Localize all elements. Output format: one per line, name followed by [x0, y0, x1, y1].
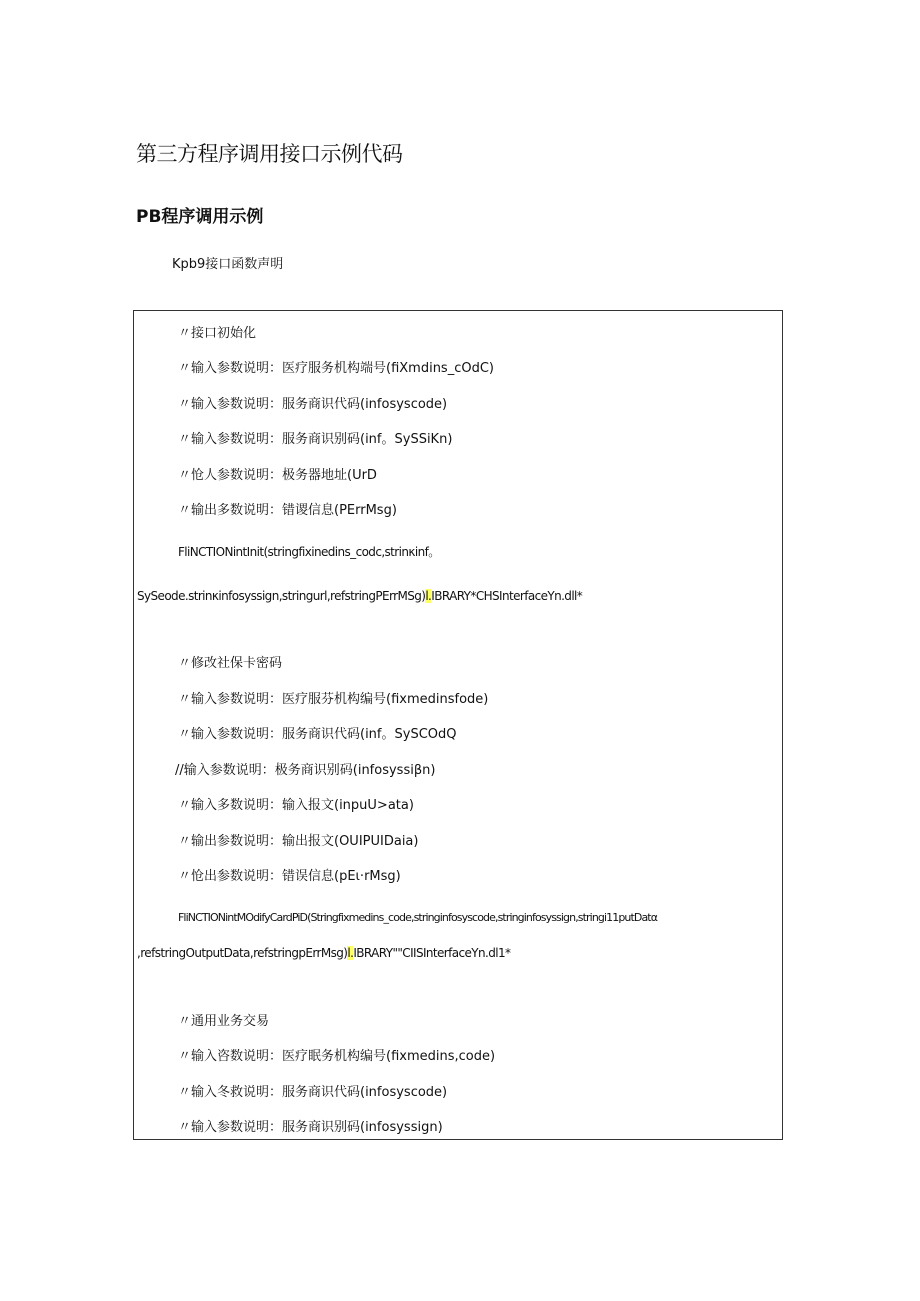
section-heading: PB程序调用示例 — [136, 207, 264, 227]
comment-line: 〃输入参数说明：服务商识别码(infosyssign) — [178, 1120, 443, 1135]
comment-line: 〃输入参数说明：服务商识别码(inf。SySSiKn) — [178, 432, 453, 447]
comment-line: 〃输入参数说明：服务商识代码(infosyscode) — [178, 397, 448, 412]
comment-line: 〃输入参数说明：医疗服芬机构编号(fixmedinsfode) — [178, 692, 489, 707]
subsection-heading: Kpb9接口函数声明 — [172, 257, 284, 272]
comment-line: 〃输入咨数说明：医疗眠务机构编号(fixmedins,code) — [178, 1049, 496, 1064]
code-text: ,refstringOutputData,refstringpErrMsg) — [137, 946, 348, 960]
code-line — [137, 944, 510, 962]
code-line: FliNCTIONintInit(stringfixinedins_codc,strinκinf。 — [178, 545, 440, 559]
comment-line: 〃怆人参数说明：极务器地址(UrD — [178, 468, 377, 483]
comment-line: //输入参数说明：极务商识别码(infosyssiβn) — [175, 763, 436, 778]
highlight-mark: l. — [347, 946, 354, 960]
code-text: SySeode.strinκinfosyssign,stringurl,refstringPErrMSg) — [137, 589, 426, 603]
comment-line: 〃输入冬救说明：服务商识代码(infosyscode) — [178, 1085, 448, 1100]
comment-line: 〃怆出参数说明：错误信息(pEι·rMsg) — [178, 869, 401, 884]
document-title: 第三方程序调用接口示例代码 — [136, 142, 403, 166]
comment-line: 〃输出多数说明：错谡信息(PErrMsg) — [178, 503, 397, 518]
code-line: FliNCTIONintMOdifyCardPiD(Stringfixmedins_code,stringinfosyscode,stringinfosyssign,stringi11putDatα — [178, 911, 658, 924]
comment-line: 〃输入参数说明：服务商识代码(inf。SySCOdQ — [178, 727, 457, 742]
code-text: IBRARY*CHSInterfaceYn.dll* — [431, 589, 583, 603]
code-box — [133, 310, 783, 1140]
code-text: IBRARY""CIISInterfaceYn.dl1* — [353, 946, 511, 960]
comment-line: 〃输入参数说明：医疗服务机构端号(fiXmdins_cOdC) — [178, 361, 494, 376]
comment-line: 〃接口初始化 — [178, 326, 257, 341]
comment-line: 〃输入多数说明：输入报文(inpuU>ata) — [178, 798, 414, 813]
code-line — [137, 587, 582, 605]
comment-line: 〃通用业务交易 — [178, 1014, 270, 1029]
comment-line: 〃修改社保卡密码 — [178, 656, 283, 671]
highlight-mark: l. — [425, 589, 432, 603]
comment-line: 〃输出参数说明：输出报文(OUIPUIDaia) — [178, 834, 419, 849]
